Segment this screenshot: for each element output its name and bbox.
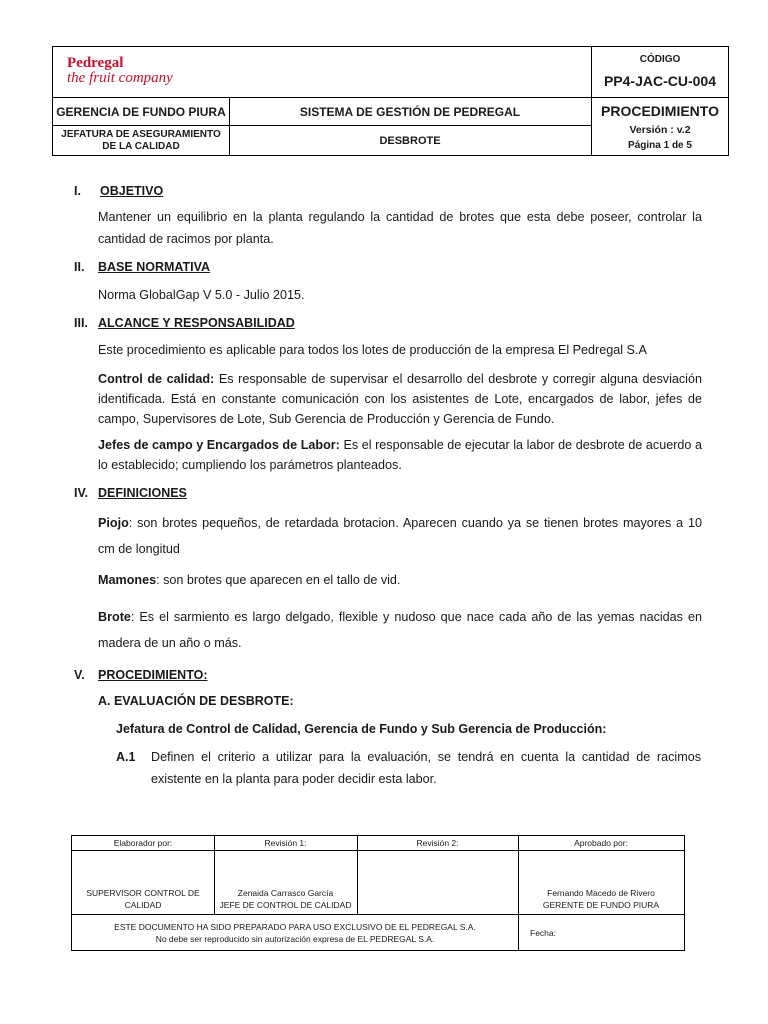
section-number: IV. bbox=[74, 486, 89, 500]
aprobado-cell bbox=[518, 887, 684, 911]
document-title: DESBROTE bbox=[379, 135, 441, 147]
section-number: V. bbox=[74, 668, 85, 682]
section-title: PROCEDIMIENTO: bbox=[98, 668, 208, 682]
col-header-revision2: Revisión 2: bbox=[416, 838, 459, 848]
section-title: DEFINICIONES bbox=[98, 486, 187, 500]
jefes-campo-paragraph bbox=[98, 435, 702, 475]
section-heading-alcance bbox=[74, 316, 295, 330]
company-logo-tagline: the fruit company bbox=[67, 70, 173, 86]
brote-label: Brote bbox=[98, 610, 131, 624]
mamones-label: Mamones bbox=[98, 573, 157, 587]
section-number: I. bbox=[74, 184, 81, 198]
brote-text: : Es el sarmiento es largo delgado, flexible y nudoso que nace cada año de las yemas nacidas en madera de un año o más. bbox=[98, 610, 702, 650]
section-heading-procedimiento bbox=[74, 668, 208, 682]
item-number-a1: A.1 bbox=[116, 750, 136, 764]
company-logo-name: Pedregal bbox=[67, 55, 124, 71]
section-number: III. bbox=[74, 316, 88, 330]
piojo-text: : son brotes pequeños, de retardada brotacion. Aparecen cuando ya se tienen brotes mayores a 10 cm de longitud bbox=[98, 516, 702, 556]
section-number: II. bbox=[74, 260, 85, 274]
jefatura-line1: JEFATURA DE ASEGURAMIENTO bbox=[61, 129, 221, 140]
fecha-label: Fecha: bbox=[530, 928, 556, 938]
jefes-campo-text: Es el responsable de ejecutar la labor de desbrote de acuerdo a lo establecido; cumpliendo los parámetros planteados. bbox=[98, 438, 702, 472]
codigo-label: CÓDIGO bbox=[639, 53, 681, 65]
base-normativa-text: Norma GlobalGap V 5.0 - Julio 2015. bbox=[98, 288, 305, 302]
jefatura-label bbox=[53, 126, 229, 156]
section-heading-definiciones bbox=[74, 486, 187, 500]
codigo-value: PP4-JAC-CU-004 bbox=[603, 73, 717, 89]
section-title: ALCANCE Y RESPONSABILIDAD bbox=[98, 316, 295, 330]
responsables-heading: Jefatura de Control de Calidad, Gerencia de Fundo y Sub Gerencia de Producción: bbox=[116, 722, 607, 736]
alcance-intro: Este procedimiento es aplicable para todos los lotes de producción de la empresa El Pedregal S.A bbox=[98, 343, 647, 357]
piojo-label: Piojo bbox=[98, 516, 129, 530]
notice-line1: ESTE DOCUMENTO HA SIDO PREPARADO PARA USO EXCLUSIVO DE EL PEDREGAL S.A. bbox=[114, 922, 476, 932]
objetivo-text: Mantener un equilibrio en la planta regulando la cantidad de brotes que esta debe poseer, controlar la cantidad de racimos por planta. bbox=[98, 210, 702, 246]
sistema-label: SISTEMA DE GESTIÓN DE PEDREGAL bbox=[299, 104, 521, 119]
document-header-table bbox=[52, 46, 729, 156]
aprobado-role: GERENTE DE FUNDO PIURA bbox=[542, 900, 660, 910]
elaborador-line2: CALIDAD bbox=[124, 900, 162, 910]
usage-notice bbox=[72, 921, 518, 945]
table-divider bbox=[72, 850, 684, 851]
jefatura-line2: DE LA CALIDAD bbox=[102, 141, 180, 152]
gerencia-label: GERENCIA DE FUNDO PIURA bbox=[56, 104, 226, 119]
notice-line2: No debe ser reproducido sin autorización expresa de EL PEDREGAL S.A. bbox=[155, 934, 435, 944]
mamones-text: : son brotes que aparecen en el tallo de vid. bbox=[156, 573, 401, 587]
section-title: BASE NORMATIVA bbox=[98, 260, 211, 274]
section-heading-objetivo bbox=[74, 184, 163, 198]
revision1-name: Zenaida Carrasco García bbox=[237, 888, 334, 898]
definicion-brote bbox=[98, 604, 702, 656]
control-calidad-label: Control de calidad: bbox=[98, 372, 215, 386]
jefes-campo-label: Jefes de campo y Encargados de Labor: bbox=[98, 438, 340, 452]
col-header-aprobado: Aprobado por: bbox=[574, 838, 628, 848]
notice-table bbox=[71, 914, 685, 951]
section-heading-base-normativa bbox=[74, 260, 210, 274]
elaborador-cell bbox=[72, 887, 214, 911]
item-a1-text: Definen el criterio a utilizar para la evaluación, se tendrá en cuenta la cantidad de racimos existente en la planta para poder decidir esta labor. bbox=[151, 750, 701, 786]
col-header-elaborador: Elaborador por: bbox=[113, 838, 173, 848]
elaborador-line1: SUPERVISOR CONTROL DE bbox=[86, 888, 200, 898]
control-calidad-text: Es responsable de supervisar el desarrollo del desbrote y corregir alguna desviación identificada. Está en constante comunicación con los asistentes de Lote, encargados de labor, jefes de campo, Supervisores de Lote, Sub Gerencia de Producción y Gerencia de Fundo. bbox=[98, 372, 702, 426]
table-divider bbox=[518, 915, 519, 950]
section-title: OBJETIVO bbox=[100, 184, 164, 198]
page-number: Página 1 de 5 bbox=[628, 139, 692, 151]
aprobado-name: Fernando Macedo de Rivero bbox=[547, 888, 655, 898]
col-header-revision1: Revisión 1: bbox=[264, 838, 307, 848]
definicion-piojo bbox=[98, 510, 702, 562]
procedimiento-label: PROCEDIMIENTO bbox=[601, 103, 719, 119]
signature-table bbox=[71, 835, 685, 915]
control-calidad-paragraph bbox=[98, 369, 702, 429]
revision1-cell bbox=[214, 887, 357, 911]
version-label: Versión : v.2 bbox=[629, 124, 691, 136]
revision1-role: JEFE DE CONTROL DE CALIDAD bbox=[219, 900, 352, 910]
definicion-mamones bbox=[98, 570, 702, 592]
subsection-heading-a: A. EVALUACIÓN DE DESBROTE: bbox=[98, 694, 294, 708]
